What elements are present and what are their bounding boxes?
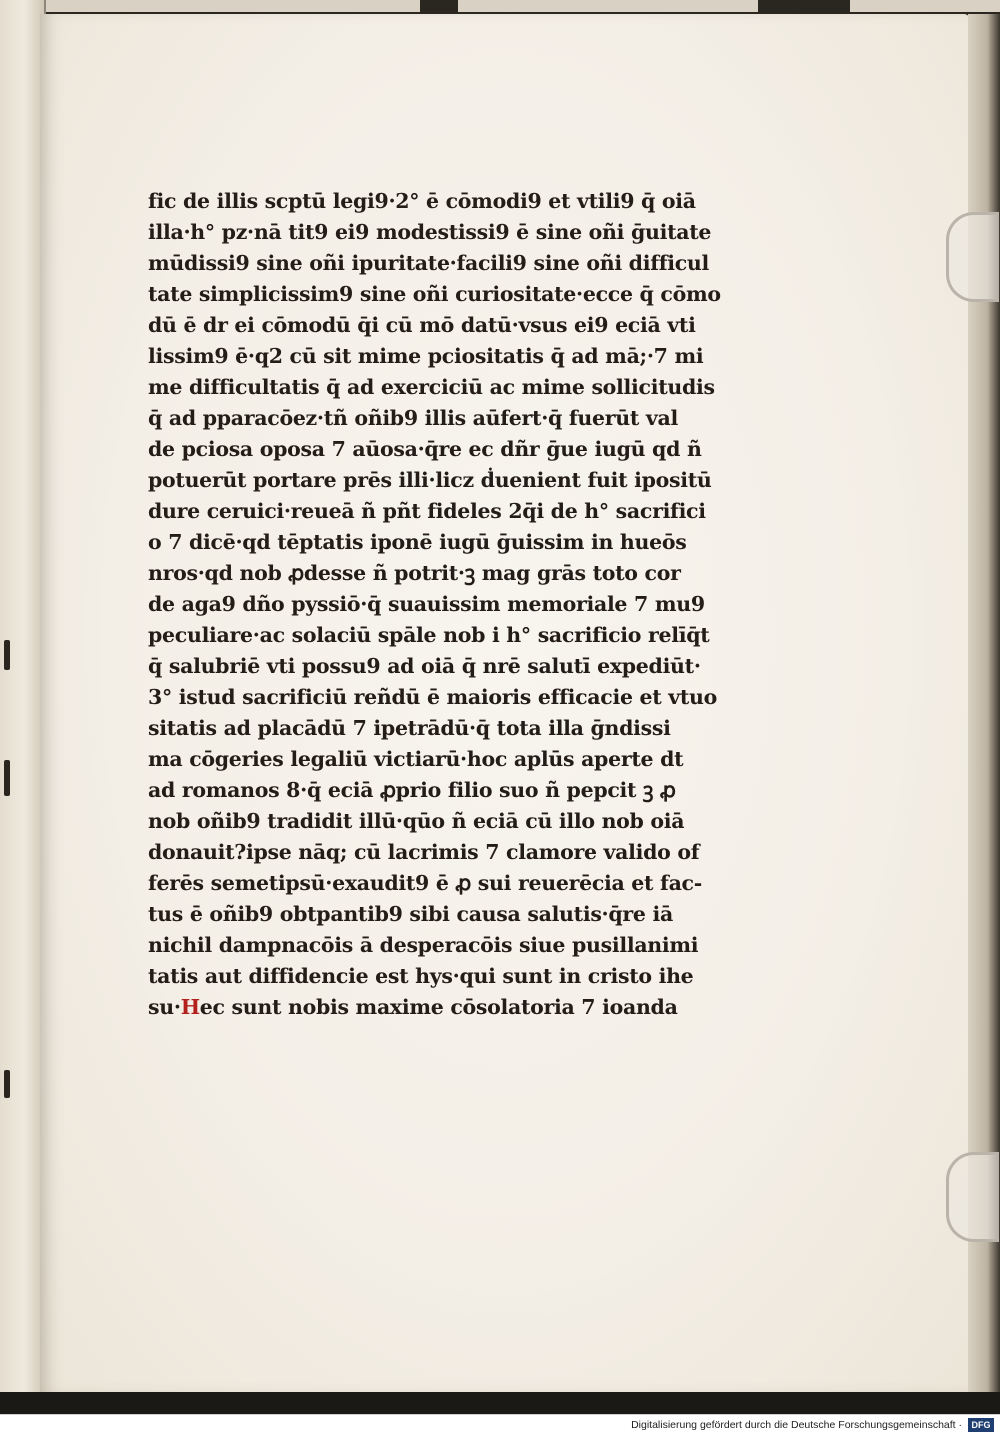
text-line: tus ē oñib9 obtpantib9 sibi causa salutis·q̄re iā: [148, 902, 673, 926]
text-line: de aga9 dño pyssiō·q̄ suauissim memoriale 7 mu9: [148, 592, 705, 616]
text-line: 3° istud sacrificiū reñdū ē maioris efficacie et vtuo: [148, 685, 718, 709]
text-line: sitatis ad placādū 7 ipetrādū·q̄ tota illa ḡndissi: [148, 716, 671, 740]
edge-ink-mark: [4, 760, 10, 796]
text-line: illa·h° pz·nā tit9 ei9 modestissi9 ē sine oñi ḡuitate: [148, 220, 712, 244]
text-line: donauit?ipse nāq; cū lacrimis 7 clamore valido of: [148, 840, 700, 864]
digitization-footer: [0, 1414, 1000, 1436]
text-line: dure ceruici·reueā ñ pñt fideles 2q̄i de h° sacrifici: [148, 499, 706, 523]
text-line: tate simplicissim9 sine oñi curiositate·ecce q̄ cōmo: [148, 282, 721, 306]
rubricated-initial: H: [180, 995, 200, 1019]
text-line: dū ē dr ei cōmodū q̄i cū mō datū·vsus ei9 eciā vti: [148, 313, 696, 337]
text-line: q̄ ad pparacōez·tñ oñib9 illis aūfert·q̄ fuerūt val: [148, 406, 678, 430]
text-line-last: [148, 992, 748, 1023]
text-line: peculiare·ac solaciū spāle nob i h° sacrificio relīq̄t: [148, 623, 710, 647]
last-line-prefix: su·: [148, 995, 181, 1019]
text-line: nros·qd nob ꝓdesse ñ potrit·ꝫ mag grās toto cor: [148, 561, 681, 585]
edge-ink-mark: [4, 1070, 10, 1098]
text-line: fic de illis scptū legi9·2° ē cōmodi9 et vtili9 q̄ oiā: [148, 189, 696, 213]
text-line: lissim9 ē·q2 cū sit mime pciositatis q̄ ad mā;·7 mi: [148, 344, 704, 368]
text-line: ma cōgeries legaliū victiarū·hoc aplūs aperte dt: [148, 747, 684, 771]
text-line: o 7 dicē·qd tēptatis iponē iugū ḡuissim in hueōs: [148, 530, 687, 554]
text-line: me difficultatis q̄ ad exerciciū ac mime sollicitudis: [148, 375, 715, 399]
edge-ink-mark: [4, 640, 10, 670]
page-clasp: [946, 212, 999, 302]
page-clasp: [946, 1152, 999, 1242]
dfg-logo-icon: DFG: [968, 1418, 994, 1432]
text-line: ad romanos 8·q̄ eciā ꝓprio filio suo ñ pepcit ꝫ ꝓ: [148, 778, 676, 802]
text-line: q̄ salubriē vti possu9 ad oiā q̄ nrē salutī expediūt·: [148, 654, 701, 678]
text-line: de pciosa oposa 7 aūosa·q̄re ec dñr ḡue iugū qd ñ: [148, 437, 702, 461]
text-line: potuerūt portare prēs illi·licz ḋuenient fuit ipositū: [148, 468, 712, 492]
text-line: nichil dampnacōis ā desperacōis siue pusillanimi: [148, 933, 699, 957]
funding-credit: Digitalisierung gefördert durch die Deutsche Forschungsgemeinschaft ·: [631, 1419, 962, 1431]
text-line: ferēs semetipsū·exaudit9 ē ꝓ sui reuerēcia et fac-: [148, 871, 702, 895]
facing-page-bleed: [850, 0, 1000, 12]
facing-page-bleed: [458, 0, 758, 12]
facing-page-bleed: [40, 0, 420, 12]
blackletter-text-block: [148, 186, 748, 1023]
text-line: nob oñib9 tradidit illū·qūo ñ eciā cū illo nob oiā: [148, 809, 685, 833]
text-line: mūdissi9 sine oñi ipuritate·facili9 sine oñi difficul: [148, 251, 710, 275]
last-line-rest: ec sunt nobis maxime cōsolatoria 7 ioanda: [199, 995, 678, 1019]
text-line: tatis aut diffidencie est hys·qui sunt in cristo ihe: [148, 964, 694, 988]
